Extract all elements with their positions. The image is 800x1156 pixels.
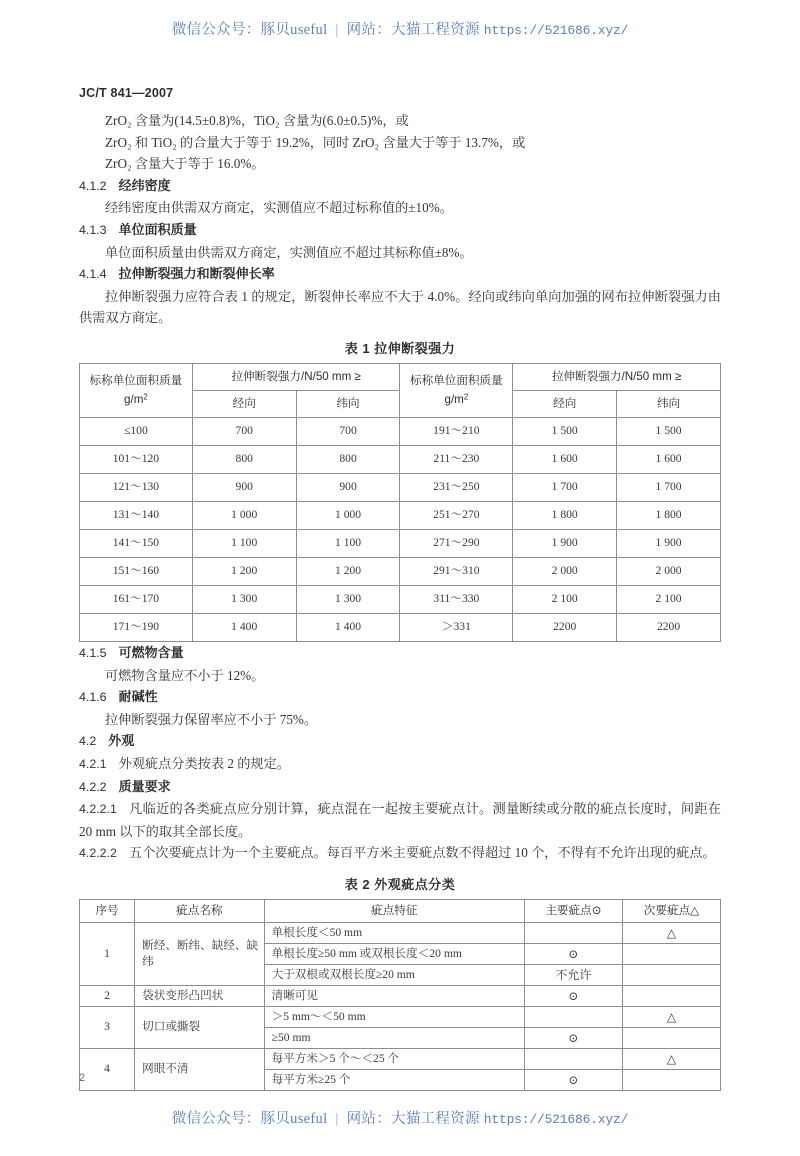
table1-th-mass-a-text: 标称单位面积质量: [89, 374, 183, 388]
cell-warp-b: 2 100: [513, 585, 617, 613]
clause-number: 4.1.4: [79, 267, 107, 282]
intro-line-2: [79, 132, 721, 154]
cell-major-mark: ⊙: [524, 1027, 622, 1048]
watermark-site-value: 大猫工程资源: [391, 1111, 480, 1127]
table1-header-row-1: [80, 363, 721, 390]
cell-no: 1: [80, 922, 135, 985]
table-row: [80, 473, 721, 501]
clause-number: 4.2.2.2: [79, 846, 117, 861]
cell-major-mark: [524, 1006, 622, 1027]
watermark-account-value: 豚贝useful: [260, 22, 328, 38]
cell-warp-a: 1 200: [192, 557, 296, 585]
cell-warp-b: 2200: [513, 613, 617, 641]
cell-defect-name: 网眼不清: [135, 1048, 264, 1090]
cell-major-mark: [524, 1048, 622, 1069]
cell-minor-mark: [622, 1027, 720, 1048]
page-content: [79, 110, 721, 1091]
cell-warp-a: 700: [192, 417, 296, 445]
cell-weft-a: 1 200: [296, 557, 400, 585]
cell-mass-b: 231～250: [400, 473, 513, 501]
table1-th-weft-b: 纬向: [617, 390, 721, 417]
cell-weft-a: 1 400: [296, 613, 400, 641]
cell-weft-a: 900: [296, 473, 400, 501]
intro-line-1: [79, 110, 721, 132]
table1-th-weft-a: 纬向: [296, 390, 400, 417]
clause-body-4-1-4: 拉伸断裂强力应符合表 1 的规定，断裂伸长率应不大于 4.0%。经向或纬向单向加强的网布拉伸断裂强力由供需双方商定。: [79, 288, 721, 326]
cell-minor-mark: △: [622, 1048, 720, 1069]
cell-warp-b: 1 600: [513, 445, 617, 473]
cell-weft-b: 1 700: [617, 473, 721, 501]
clause-heading-4-1-4: [79, 263, 721, 286]
cell-minor-mark: △: [622, 1006, 720, 1027]
cell-no: 4: [80, 1048, 135, 1090]
cell-minor-mark: [622, 943, 720, 964]
cell-mass-b: ＞331: [400, 613, 513, 641]
cell-weft-a: 1 000: [296, 501, 400, 529]
table2-th-feature: 疵点特征: [264, 899, 524, 922]
table1-th-mass-b-unit: $g/m^2$: [444, 392, 469, 406]
cell-mass-a: 161～170: [80, 585, 193, 613]
cell-warp-a: 1 300: [192, 585, 296, 613]
clause-title: 单位面积质量: [118, 221, 197, 237]
table1-th-mass-a-unit: $g/m^2$: [124, 392, 148, 406]
table-row: [80, 922, 721, 943]
clause-number: 4.1.3: [79, 222, 107, 237]
cell-feature: 清晰可见: [264, 985, 524, 1006]
table-row: [80, 445, 721, 473]
cell-weft-b: 1 500: [617, 417, 721, 445]
clause-title: 经纬密度: [118, 177, 171, 193]
cell-weft-b: 1 900: [617, 529, 721, 557]
cell-major-mark: 不允许: [524, 964, 622, 985]
cell-mass-b: 211～230: [400, 445, 513, 473]
clause-number: 4.2.2.1: [79, 802, 117, 817]
cell-major-mark: ⊙: [524, 943, 622, 964]
clause-text: 外观疵点分类按表 2 的规定。: [118, 755, 290, 771]
clause-text: 凡临近的各类疵点应分别计算，疵点混在一起按主要疵点计。测量断续或分散的疵点长度时，间距在 20 mm 以下的取其全部长度。: [79, 801, 721, 839]
table1-body: [80, 417, 721, 641]
cell-major-mark: [524, 922, 622, 943]
cell-minor-mark: [622, 964, 720, 985]
cell-feature: ＞5 mm～＜50 mm: [264, 1006, 524, 1027]
clause-heading-4-2-2: [79, 776, 721, 799]
clause-title: 外观: [108, 733, 135, 749]
cell-feature: 每平方米＞5 个～＜25 个: [264, 1048, 524, 1069]
clause-number: 4.2: [79, 734, 97, 749]
cell-no: 3: [80, 1006, 135, 1048]
cell-feature: ≥50 mm: [264, 1027, 524, 1048]
clause-title: 质量要求: [118, 778, 171, 794]
table1-th-strength-a: 拉伸断裂强力/N/50 mm ≥: [192, 363, 400, 390]
cell-weft-b: 2 100: [617, 585, 721, 613]
cell-warp-b: 1 700: [513, 473, 617, 501]
watermark-account-label: 微信公众号：: [171, 1111, 261, 1127]
cell-warp-a: 1 100: [192, 529, 296, 557]
cell-feature: 大于双根或双根长度≥20 mm: [264, 964, 524, 985]
cell-weft-b: 2200: [617, 613, 721, 641]
cell-minor-mark: [622, 985, 720, 1006]
table1-th-strength-b: 拉伸断裂强力/N/50 mm ≥: [513, 363, 721, 390]
watermark-site-label: 网站：: [346, 1111, 392, 1127]
clause-title: 拉伸断裂强力和断裂伸长率: [118, 266, 275, 282]
watermark-account-value: 豚贝useful: [260, 1111, 328, 1127]
cell-defect-name: 切口或撕裂: [135, 1006, 264, 1048]
clause-4-2-2-1: [79, 798, 721, 842]
cell-mass-a: 101～120: [80, 445, 193, 473]
cell-mass-b: 271～290: [400, 529, 513, 557]
cell-warp-a: 1 000: [192, 501, 296, 529]
cell-warp-b: 1 500: [513, 417, 617, 445]
cell-warp-a: 800: [192, 445, 296, 473]
clause-number: 4.1.5: [79, 645, 107, 660]
clause-title: 可燃物含量: [118, 644, 184, 660]
cell-mass-a: 121～130: [80, 473, 193, 501]
watermark-separator: |: [335, 22, 339, 38]
table2-caption: 表 2 外观疵点分类: [344, 876, 456, 892]
table2-th-no: 序号: [80, 899, 135, 922]
cell-warp-a: 900: [192, 473, 296, 501]
clause-number: 4.1.6: [79, 690, 107, 705]
table2-header-row: [80, 899, 721, 922]
cell-feature: 单根长度＜50 mm: [264, 922, 524, 943]
cell-weft-a: 800: [296, 445, 400, 473]
table1-th-mass-b: [400, 363, 513, 417]
table-row: [80, 1048, 721, 1069]
cell-weft-b: 2 000: [617, 557, 721, 585]
table-tensile-breaking-strength: [79, 363, 721, 642]
page-number: 2: [79, 1072, 86, 1084]
table2-th-minor: 次要疵点△: [622, 899, 720, 922]
table1-th-warp-b: 经向: [513, 390, 617, 417]
cell-weft-b: 1 600: [617, 445, 721, 473]
intro-line-3-text: ZrO₂ 含量大于等于 16.0%。: [105, 156, 265, 172]
table-row: [80, 1006, 721, 1027]
cell-mass-a: 171～190: [80, 613, 193, 641]
cell-weft-a: 1 100: [296, 529, 400, 557]
clause-number: 4.2.1: [79, 756, 107, 771]
cell-mass-b: 251～270: [400, 501, 513, 529]
clause-number: 4.1.2: [79, 178, 107, 193]
clause-heading-4-1-6: [79, 686, 721, 709]
cell-mass-a: ≤100: [80, 417, 193, 445]
cell-mass-a: 131～140: [80, 501, 193, 529]
cell-major-mark: ⊙: [524, 1069, 622, 1090]
table-row: [80, 417, 721, 445]
clause-heading-4-1-5: [79, 642, 721, 665]
watermark-bottom: [0, 1107, 800, 1128]
cell-feature: 单根长度≥50 mm 或双根长度＜20 mm: [264, 943, 524, 964]
clause-4-2-2-2: [79, 842, 721, 865]
clause-heading-4-2: [79, 730, 721, 753]
intro-line-1-text: ZrO₂ 含量为(14.5±0.8)%，TiO₂ 含量为(6.0±0.5)%，或: [105, 113, 409, 128]
table-row: [80, 613, 721, 641]
watermark-separator: |: [335, 1111, 339, 1127]
table1-th-mass-a: [80, 363, 193, 417]
cell-weft-b: 1 800: [617, 501, 721, 529]
cell-mass-b: 291～310: [400, 557, 513, 585]
cell-defect-name: 袋状变形凸凹状: [135, 985, 264, 1006]
table-row: [80, 529, 721, 557]
clause-body-4-1-6: 拉伸断裂强力保留率应不小于 75%。: [105, 711, 318, 727]
table-row: [80, 985, 721, 1006]
table-row: [80, 501, 721, 529]
table2-th-major: 主要疵点⊙: [524, 899, 622, 922]
table2-body: [80, 922, 721, 1090]
cell-warp-a: 1 400: [192, 613, 296, 641]
cell-minor-mark: [622, 1069, 720, 1090]
cell-feature: 每平方米≥25 个: [264, 1069, 524, 1090]
table-row: [80, 557, 721, 585]
table1-caption: 表 1 拉伸断裂强力: [344, 340, 456, 356]
cell-no: 2: [80, 985, 135, 1006]
cell-warp-b: 1 900: [513, 529, 617, 557]
cell-defect-name: 断经、断纬、缺经、缺纬: [135, 922, 264, 985]
clause-heading-4-1-3: [79, 219, 721, 242]
intro-line-3: [79, 153, 721, 175]
table1-th-mass-b-text: 标称单位面积质量: [409, 374, 503, 388]
intro-line-2-text: ZrO₂ 和 TiO₂ 的合量大于等于 19.2%，同时 ZrO₂ 含量大于等于 13.7%，或: [105, 134, 526, 150]
clause-4-2-1: [79, 753, 721, 776]
cell-major-mark: ⊙: [524, 985, 622, 1006]
clause-heading-4-1-2: [79, 175, 721, 198]
clause-body-4-1-3: 单位面积质量由供需双方商定，实测值应不超过其标称值±8%。: [105, 244, 473, 260]
watermark-url: https://521686.xyz/: [483, 23, 629, 38]
clause-body-4-1-5: 可燃物含量应不小于 12%。: [105, 667, 265, 683]
clause-title: 耐碱性: [118, 689, 158, 705]
cell-mass-a: 141～150: [80, 529, 193, 557]
clause-number: 4.2.2: [79, 779, 107, 794]
table2-th-name: 疵点名称: [135, 899, 264, 922]
cell-weft-a: 700: [296, 417, 400, 445]
table-appearance-defect-classification: [79, 899, 721, 1091]
watermark-site-label: 网站：: [346, 22, 392, 38]
watermark-account-label: 微信公众号：: [171, 22, 261, 38]
cell-warp-b: 1 800: [513, 501, 617, 529]
cell-weft-a: 1 300: [296, 585, 400, 613]
table1-th-warp-a: 经向: [192, 390, 296, 417]
table-row: [80, 585, 721, 613]
watermark-url: https://521686.xyz/: [483, 1112, 629, 1127]
standard-number: JC/T 841—2007: [79, 86, 174, 100]
cell-warp-b: 2 000: [513, 557, 617, 585]
clause-body-4-1-2: 经纬密度由供需双方商定，实测值应不超过标称值的±10%。: [105, 200, 453, 216]
clause-text: 五个次要疵点计为一个主要疵点。每百平方米主要疵点数不得超过 10 个，不得有不允许出现的疵点。: [128, 845, 716, 861]
cell-minor-mark: △: [622, 922, 720, 943]
cell-mass-a: 151～160: [80, 557, 193, 585]
cell-mass-b: 191～210: [400, 417, 513, 445]
cell-mass-b: 311～330: [400, 585, 513, 613]
watermark-site-value: 大猫工程资源: [391, 22, 480, 38]
